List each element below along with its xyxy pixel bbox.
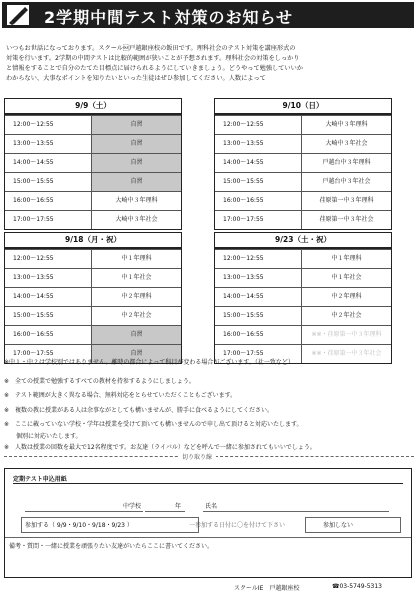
subject-cell: 戸越台中３年社会 [322,178,371,185]
intro-line: わからない、大事なポイントを知りたいといった生徒はぜひ参加してください。人数によって [6,75,266,82]
subject-cell: 自習 [92,154,181,172]
schedule-row [215,287,391,306]
schedule-day: 9/18（月・祝） [5,233,181,249]
school-label: 中学校 [123,503,142,510]
schedule-row [215,153,391,172]
notice-line: ※ ここに載っていない学校・学年は授業を受けて頂いても構いませんので申し出て頂けると対応いたします。 [4,421,303,428]
logo-icon [7,5,29,25]
time-slot: 14:00〜14:55 [5,154,92,172]
subject-cell: 大崎中３年理科 [115,197,158,204]
notice-line: 個別に対応いたします。 [4,433,82,440]
subject-cell: 自習 [92,135,181,153]
subject-cell: 中１年社会 [331,274,362,281]
form-title: 定期テスト申込用紙 [13,476,67,483]
time-slot: 12:00〜12:55 [215,250,302,268]
notice-line: ※ 人数は授業の回数を最大で12名程度です。お友達（ライバル）などを呼んで一緒に参加されてもいいでしょう。 [4,444,316,451]
schedule-row [5,268,181,287]
schedule-0918 [4,232,182,364]
schedule-row [5,325,181,344]
time-slot: 13:00〜13:55 [5,135,92,153]
subject-cell: 中２年社会 [121,312,152,319]
time-slot: 16:00〜16:55 [5,192,92,210]
schedule-row [215,210,391,229]
notice-line: ※ 複数の教に授業がある人は余事ながとしても構いませんが、勝手に食べるようにしてください。 [4,407,274,414]
grade-field[interactable] [145,511,185,512]
schedule-row [215,325,391,344]
time-slot: 14:00〜14:55 [215,288,302,306]
schedule-row [5,134,181,153]
schedule-day: 9/9（土） [5,99,181,115]
time-slot: 12:00〜12:55 [5,250,92,268]
subject-cell: 中１年理科 [121,255,152,262]
schedule-row [215,249,391,268]
subject-cell: 中２年社会 [331,312,362,319]
subject-cell: 中２年理科 [121,293,152,300]
time-slot: 16:00〜16:55 [215,192,302,210]
grade-label: 年 [175,503,182,510]
page-header [2,2,414,28]
time-slot: 16:00〜16:55 [215,326,302,344]
attend-label: 参加する（ 9/9・9/10・9/18・9/23 ） [25,522,133,529]
subject-cell: 戸越台中３年理科 [322,159,371,166]
remarks-field[interactable] [7,551,407,575]
time-slot: 17:00〜17:55 [215,211,302,229]
time-slot: 16:00〜16:55 [5,326,92,344]
time-slot: 14:00〜14:55 [215,154,302,172]
subject-cell: ※※・荏原第一中３年理科 [311,331,382,338]
name-field[interactable] [203,511,389,512]
schedule-0910 [214,98,392,230]
time-slot: 12:00〜12:55 [5,116,92,134]
time-slot: 13:00〜13:55 [215,135,302,153]
schedule-row [5,172,181,191]
time-slot: 17:00〜17:55 [215,345,302,363]
subject-cell: 大崎中３年社会 [115,216,158,223]
circle-hint: 一参加する日付に〇を付けて下さい [189,522,286,529]
page-title: 2学期中間テスト対策のお知らせ [44,8,294,27]
time-slot: 15:00〜15:55 [5,307,92,325]
schedule-row [215,115,391,134]
schedule-row [5,191,181,210]
schedule-0909 [4,98,182,230]
subject-cell: 中１年理科 [331,255,362,262]
schedule-day: 9/23（土・祝） [215,233,391,249]
time-slot: 12:00〜12:55 [215,116,302,134]
not-attend-label: 参加しない [323,522,354,529]
subject-cell: 大崎中３年理科 [325,121,368,128]
subject-cell: 中１年社会 [121,274,152,281]
intro-text [6,44,410,84]
time-slot: 17:00〜17:55 [5,211,92,229]
time-slot: 15:00〜15:55 [5,173,92,191]
subject-cell: 自習 [92,345,181,363]
schedule-row [5,306,181,325]
schedule-row [5,210,181,229]
time-slot: 15:00〜15:55 [215,307,302,325]
time-slot: 15:00〜15:55 [215,173,302,191]
intro-line: いつもお世話になっております。スクール戸越銀座校の飯田です。理科社会のテスト対策を講座形式の [6,45,296,52]
subject-cell: 自習 [92,173,181,191]
time-slot: 14:00〜14:55 [5,288,92,306]
schedule-row [5,287,181,306]
notice-line: ※ テスト範囲が大きく異なる場合、無料対応をとらせていただくこともございます。 [4,392,237,399]
schedule-0923 [214,232,392,364]
divider [13,483,403,484]
intro-line: と情報をすることで自分のたてた目標点に届けられるようにしていきましょう。どうやって勉強していいか [6,65,303,72]
name-label: 氏名 [205,503,218,510]
subject-cell: 自習 [92,326,181,344]
schedule-row [215,134,391,153]
subject-cell: ※※・荏原第一中３年社会 [311,350,382,357]
divider [5,537,411,538]
schedule-row [215,306,391,325]
time-slot: 13:00〜13:55 [215,269,302,287]
phone-number: ☎03-5749-5313 [332,583,382,590]
school-name: スクールIE 戸越銀座校 [234,585,300,592]
schedule-row [5,153,181,172]
notice-line: ※ 全ての授業で勉強するすべての教材を持参するようにしましょう。 [4,378,195,385]
subject-cell: 自習 [92,116,181,134]
schedule-day: 9/10（日） [215,99,391,115]
remarks-label: 備考・質問・一緒に授業を頑張りたい友達がいたらここに書いてください。 [9,543,214,550]
subject-cell: 中２年理科 [331,293,362,300]
subject-cell: 大崎中３年社会 [325,140,368,147]
time-slot: 13:00〜13:55 [5,269,92,287]
schedule-row [215,268,391,287]
schedule-row [215,172,391,191]
schedule-row [5,249,181,268]
intro-line: 対策を行います。2学期の中間テストは比較的範囲が狭いことが予想されます。理科社会の対策をしっかり [6,55,300,62]
schedule-row [5,115,181,134]
notice-line: ※中１・中２は学校別ではありません。離時の都合によって科目が変わる場合がございます。（社一致など） [4,359,294,366]
time-slot: 17:00〜17:55 [5,345,92,363]
schedule-row [215,191,391,210]
subject-cell: 荏原第一中３年社会 [319,216,374,223]
subject-cell: 荏原第一中３年理科 [319,197,374,204]
cut-line-label: 切り取り線 [178,452,216,461]
school-field[interactable] [25,511,143,512]
application-form [4,468,412,578]
